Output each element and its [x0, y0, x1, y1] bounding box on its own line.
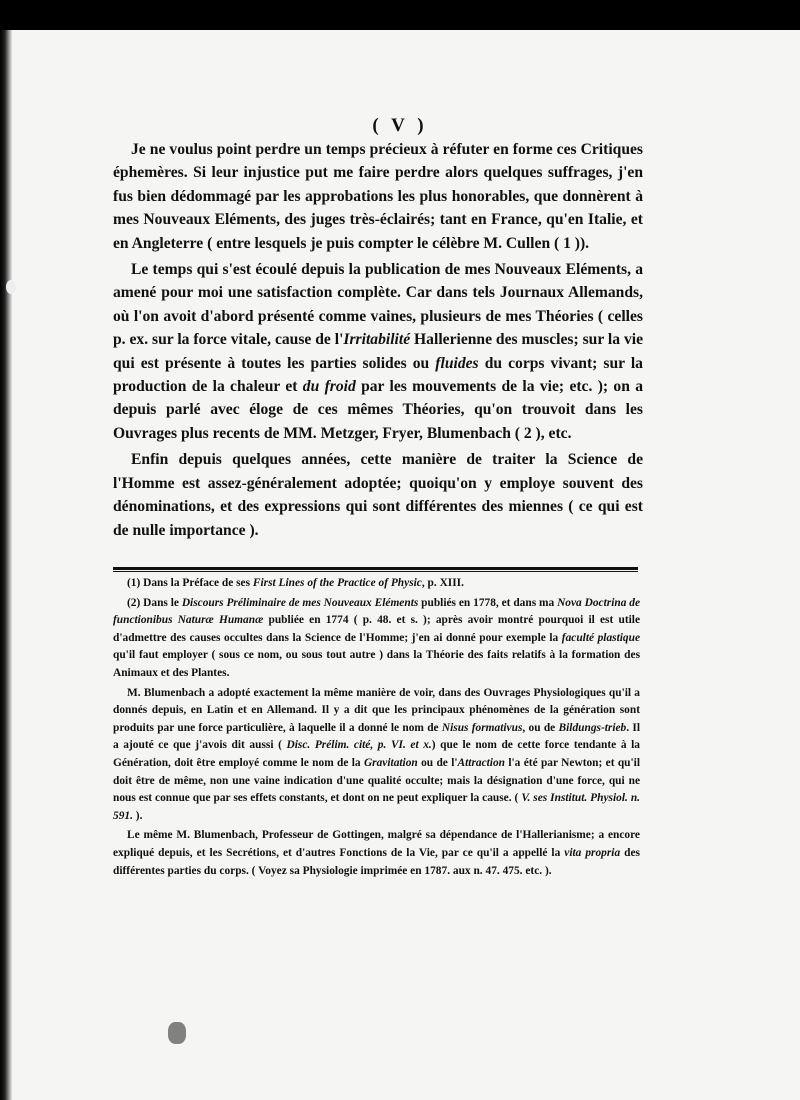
text-run: . Il a ajouté ce que j'avois dit aussi ( — [113, 721, 640, 752]
paragraph — [113, 138, 643, 255]
italic-text: Discours Préliminaire de mes Nouveaux Eléments — [181, 596, 419, 609]
footnote — [113, 685, 640, 826]
italic-text: Nova Doctrina de functionibus Naturæ Humanæ — [113, 596, 641, 627]
ink-blot — [168, 1022, 186, 1044]
text-run: , ou de — [522, 721, 559, 734]
text-run: publiés en 1778, et dans ma — [418, 596, 558, 609]
text-run: (2) Dans le — [127, 596, 182, 609]
paragraph — [113, 258, 643, 445]
italic-text: Bildungs-trieb — [558, 721, 627, 734]
italic-text: Irritabilité — [343, 331, 411, 349]
text-run: qu'il faut employer ( sous ce nom, ou sous tout autre ) dans la Théorie des faits relatifs à la formation des Animaux et des Plantes. — [113, 649, 640, 679]
italic-text: Disc. Prélim. cité, p. VI. et x. — [286, 739, 432, 752]
italic-text: Nisus formativus — [441, 721, 523, 734]
footnotes — [113, 575, 640, 880]
italic-text: V. ses Institut. Physiol. n. 591. — [113, 792, 640, 822]
footnote — [113, 575, 640, 593]
text-run: Hallerienne des muscles; sur la vie qui est présente à toutes les parties solides ou — [113, 331, 643, 372]
italic-text: fluides — [435, 354, 479, 372]
paragraph — [113, 448, 643, 542]
footnote-rule — [113, 567, 638, 570]
scan-top-border — [0, 0, 800, 30]
text-run: ) que le nom de cette force tendante à la Génération, doit être employé comme le nom de la — [113, 739, 640, 769]
italic-text: faculté plastique — [561, 631, 641, 644]
text-run: M. Blumenbach a adopté exactement la même manière de voir, dans des Ouvrages Physiologiques qu'il a donnés depuis, en Latin et en Allemand. Il y a dit que les principaux phénomènes de la génération sont produits par une force particulière, à laquelle il a donné le nom de — [113, 686, 640, 734]
text-run: Je ne voulus point perdre un temps précieux à réfuter en forme ces Critiques éphemères. Si leur injustice put me faire perdre alors quelques suffrages, j'en fus bien dédommagé par les approbations les plus honorables, que donnèrent à mes Nouveaux Eléments, des juges très-éclairés; tant en France, qu'en Italie, et en Angleterre ( entre lesquels je puis compter le célèbre M. Cullen ( 1 )). — [113, 141, 643, 252]
scan-left-edge — [0, 30, 12, 1100]
text-run: l'a été par Newton; et qu'il doit être de même, non une vaine indication d'une qualité occulte; mais la désignation d'une force, qui ne nous est connue que par ses effets constants, et dont on ne peut expliquer la cause. ( — [113, 756, 640, 805]
italic-text: Attraction — [457, 756, 506, 769]
footnote-rule-thin — [113, 571, 638, 572]
main-text — [113, 138, 643, 542]
scan-speck — [6, 280, 16, 294]
text-run: du corps vivant; sur la production de la chaleur et — [113, 354, 643, 396]
italic-text: du froid — [302, 378, 356, 396]
text-run: publiée en 1774 ( p. 48. et s. ); après avoir montré pourquoi il est utile d'admettre des causes occultes dans la Science de l'Homme; j'en ai donné pour exemple la — [113, 614, 640, 644]
text-run: par les mouvements de la vie; etc. ); on a depuis parlé avec éloge de ces mêmes Théories, qu'on trouvoit dans les Ouvrages plus recents de MM. Metzger, Fryer, Blumenbach ( 2 ), etc. — [113, 378, 643, 442]
text-run: (1) Dans la Préface de ses — [127, 577, 253, 589]
footnote — [113, 595, 640, 683]
page-number: ( V ) — [372, 115, 428, 136]
text-run: Le même M. Blumenbach, Professeur de Gottingen, malgré sa dépendance de l'Hallerianisme; a encore expliqué depuis, et les Secrétions, et d'autres Fonctions de la Vie, par ce qu'il a appellé la — [113, 829, 640, 859]
text-run: Le temps qui s'est écoulé depuis la publication de mes Nouveaux Eléments, a amené pour moi une satisfaction complète. Car dans tels Journaux Allemands, où l'on avoit d'abord présenté comme vaines, plusieurs de mes Théories ( celles p. ex. sur la force vitale, cause de l' — [113, 261, 643, 349]
text-run: , p. XIII. — [421, 577, 464, 589]
italic-text: Gravitation — [363, 756, 418, 769]
text-run: ). — [132, 809, 143, 822]
italic-text: vita propria — [564, 846, 621, 859]
text-run: ou de l' — [417, 756, 458, 769]
text-run: des différentes parties du corps. ( Voyez sa Physiologie imprimée en 1787. aux n. 47. 475. etc. ). — [113, 846, 640, 877]
italic-text: First Lines of the Practice of Physic — [252, 577, 422, 589]
footnote — [113, 827, 640, 880]
text-run: Enfin depuis quelques années, cette manière de traiter la Science de l'Homme est assez-généralement adoptée; quoiqu'on y employe souvent des dénominations, et des expressions qui sont différentes des miennes ( ce qui est de nulle importance ). — [113, 451, 643, 539]
